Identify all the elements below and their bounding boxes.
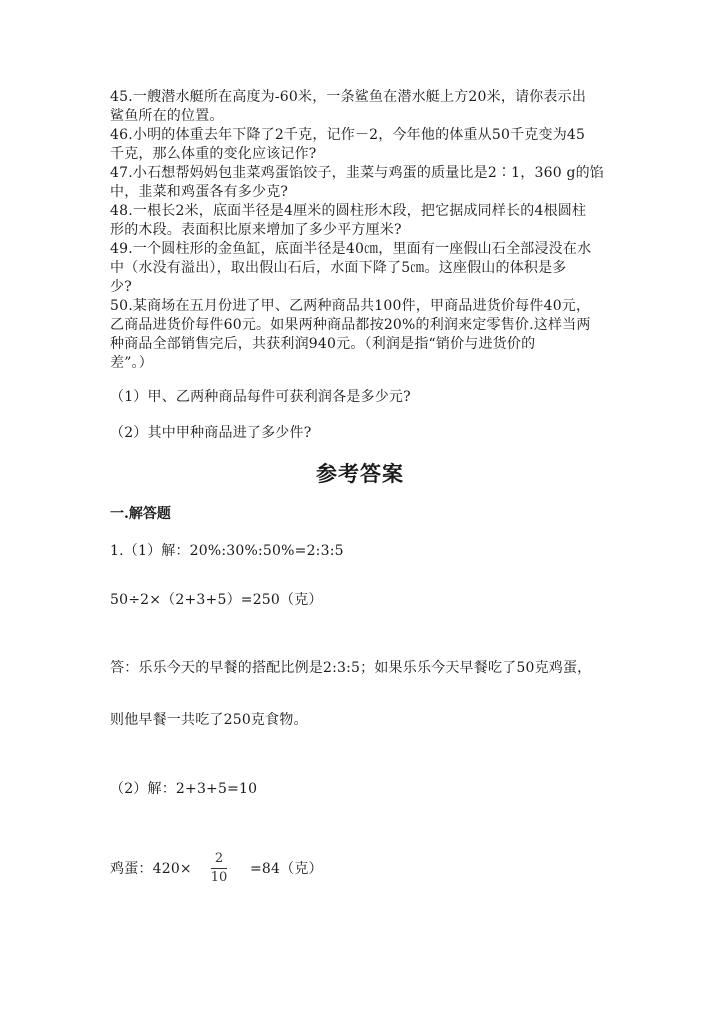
answer-1-line-6-prefix: 鸡蛋：420× [110, 861, 192, 877]
answer-1-line-5: （2）解：2+3+5=10 [110, 781, 258, 797]
answer-1-line-6-suffix: =84（克） [250, 861, 323, 877]
question-50-line-3: 种商品全部销售完后，共获利润940元。（利润是指“销价与进货价的 [110, 336, 536, 352]
question-46-line-1: 46.小明的体重去年下降了2千克，记作－2，今年他的体重从50千克变为45 [110, 127, 586, 143]
question-50-line-1: 50.某商场在五月份进了甲、乙两种商品共100件，甲商品进货价每件40元， [110, 298, 591, 314]
question-47-line-2: 中，韭菜和鸡蛋各有多少克? [110, 184, 289, 200]
question-50-sub-2: （2）其中甲种商品进了多少件? [110, 425, 312, 441]
question-50-line-4: 差”。） [110, 355, 153, 371]
question-45-line-2: 鲨鱼所在的位置。 [110, 108, 224, 124]
answer-1-line-3: 答：乐乐今天的早餐的搭配比例是2:3:5；如果乐乐今天早餐吃了50克鸡蛋， [110, 660, 592, 676]
question-48-line-2: 形的木段。表面积比原来增加了多少平方厘米? [110, 222, 402, 238]
question-50-line-2: 乙商品进货价每件60元。如果两种商品都按20%的利润来定零售价.这样当两 [110, 317, 591, 333]
question-47-line-1: 47.小石想帮妈妈包韭菜鸡蛋馅饺子，韭菜与鸡蛋的质量比是2∶1，360 g的馅 [110, 165, 605, 181]
question-46-line-2: 千克，那么体重的变化应该记作? [110, 146, 317, 162]
question-45-line-1: 45.一艘潜水艇所在高度为-60米，一条鲨鱼在潜水艇上方20米，请你表示出 [110, 89, 587, 105]
section-heading: 一.解答题 [110, 506, 171, 522]
question-49-line-2: 中（水没有溢出），取出假山石后，水面下降了5㎝。这座假山的体积是多 [110, 260, 567, 276]
fraction-numerator: 2 [214, 851, 224, 866]
question-49-line-3: 少? [110, 279, 132, 295]
fraction-denominator: 10 [210, 870, 228, 885]
answer-1-line-4: 则他早餐一共吃了250克食物。 [110, 712, 308, 728]
answer-1-line-1: 1.（1）解：20%:30%:50%=2:3:5 [110, 543, 344, 559]
answers-title: 参考答案 [316, 461, 404, 486]
question-49-line-1: 49.一个圆柱形的金鱼缸，底面半径是40㎝，里面有一座假山石全部浸没在水 [110, 241, 592, 257]
fraction-bar [211, 868, 227, 869]
fraction [208, 851, 230, 886]
question-50-sub-1: （1）甲、乙两种商品每件可获利润各是多少元? [110, 389, 411, 405]
question-48-line-1: 48.一根长2米，底面半径是4厘米的圆柱形木段，把它据成同样长的4根圆柱 [110, 203, 587, 219]
answer-1-line-2: 50÷2×（2+3+5）=250（克） [110, 592, 323, 608]
